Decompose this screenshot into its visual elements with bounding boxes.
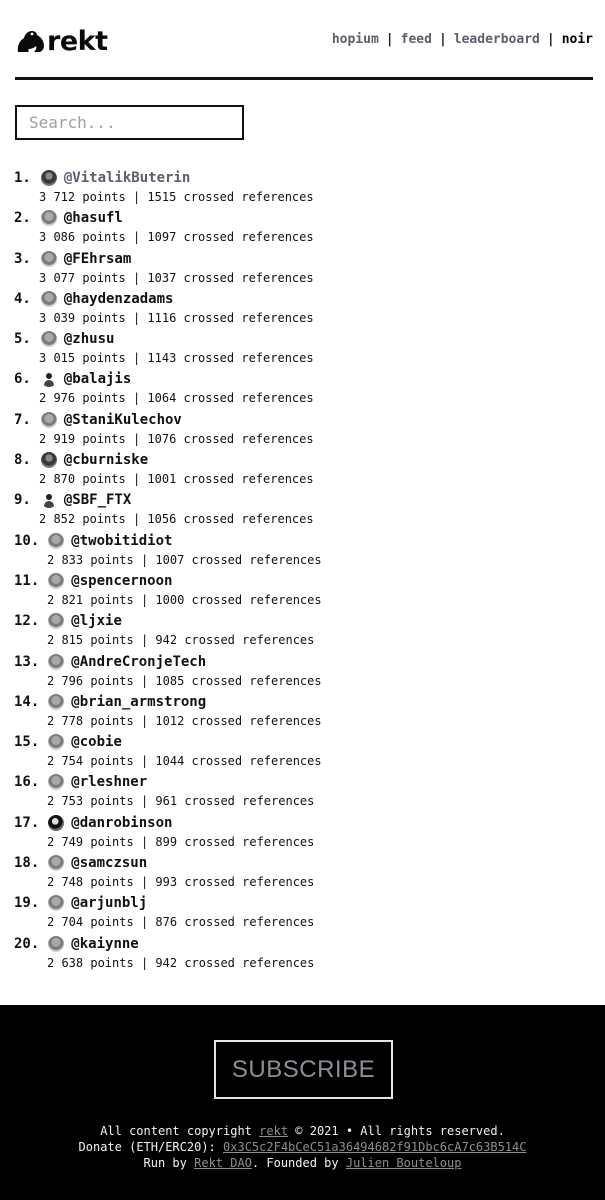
entry-handle-link[interactable]: @haydenzadams <box>63 290 174 307</box>
avatar-icon <box>48 774 64 790</box>
points-word: points <box>90 754 134 769</box>
entry-points: 2 833 <box>47 552 84 567</box>
refs-word: crossed references <box>191 592 322 607</box>
entry-refs: 993 <box>155 875 178 890</box>
points-word: points <box>90 794 134 809</box>
points-word: points <box>82 351 126 366</box>
entry-handle-link[interactable]: @samczsun <box>71 855 148 872</box>
entry-handle-link[interactable]: @zhusu <box>63 331 115 348</box>
entry-refs: 1000 <box>155 592 185 607</box>
avatar-icon <box>41 291 57 307</box>
points-word: points <box>82 190 126 204</box>
entry-rank: 18. <box>14 855 40 872</box>
entry-header <box>14 249 594 269</box>
entry-stats: 2 833 points | 1007 crossed references <box>47 552 322 567</box>
entry-header <box>14 329 594 349</box>
avatar-icon <box>41 452 57 468</box>
points-word: points <box>82 270 126 285</box>
entry-header <box>14 168 594 188</box>
refs-word: crossed references <box>184 834 315 849</box>
donate-prefix: Donate (ETH/ERC20): <box>78 1140 216 1154</box>
entry-stats: 2 748 points | 993 crossed references <box>47 875 315 890</box>
leaderboard-entry <box>14 571 594 611</box>
points-word: points <box>90 713 134 728</box>
nav-separator: | <box>438 32 447 47</box>
entry-header <box>14 772 594 792</box>
entry-handle-link[interactable]: @ljxie <box>71 613 122 630</box>
entry-refs: 1037 <box>147 270 177 285</box>
avatar-icon <box>48 936 64 952</box>
entry-refs: 1515 <box>147 190 177 204</box>
entry-refs: 942 <box>155 633 178 648</box>
leaderboard-entry <box>14 490 594 530</box>
entry-rank: 12. <box>14 613 40 630</box>
entry-points: 2 815 <box>47 633 84 648</box>
entry-refs: 1097 <box>147 230 177 245</box>
copyright-suffix: © 2021 • All rights reserved. <box>295 1124 505 1138</box>
refs-word: crossed references <box>183 512 314 527</box>
entry-refs: 1076 <box>147 431 177 446</box>
entry-header <box>14 934 594 954</box>
entry-rank: 13. <box>14 653 40 670</box>
nav-hopium[interactable]: hopium <box>331 32 379 47</box>
points-word: points <box>90 875 134 890</box>
points-word: points <box>82 431 126 446</box>
entry-stats: 2 919 points | 1076 crossed references <box>39 431 314 446</box>
refs-word: crossed references <box>184 875 315 890</box>
entry-points: 3 712 <box>39 190 76 204</box>
entry-header <box>14 289 594 309</box>
refs-word: crossed references <box>191 552 322 567</box>
entry-stats: 2 778 points | 1012 crossed references <box>47 713 322 728</box>
entry-stats: 3 712 points | 1515 crossed references <box>39 190 314 204</box>
entry-refs: 1116 <box>147 310 177 325</box>
entry-stats: 3 039 points | 1116 crossed references <box>39 310 314 325</box>
refs-word: crossed references <box>184 633 315 648</box>
entry-header <box>14 531 594 551</box>
entry-points: 2 748 <box>47 875 84 890</box>
leaderboard-list <box>14 168 594 974</box>
rekt-dao-link[interactable]: Rekt DAO <box>194 1156 252 1170</box>
entry-header <box>14 853 594 873</box>
entry-points: 2 919 <box>39 431 76 446</box>
entry-header <box>14 692 594 712</box>
entry-refs: 1012 <box>155 713 185 728</box>
points-word: points <box>90 955 134 970</box>
entry-handle-link[interactable]: @twobitidiot <box>71 532 173 549</box>
entry-refs: 1064 <box>147 391 177 406</box>
entry-handle-link[interactable]: @AndreCronjeTech <box>71 653 207 670</box>
entry-rank: 1. <box>14 170 31 186</box>
points-word: points <box>90 592 134 607</box>
points-word: points <box>90 633 134 648</box>
points-word: points <box>82 310 126 325</box>
points-word: points <box>90 552 134 567</box>
entry-stats: 2 976 points | 1064 crossed references <box>39 391 314 406</box>
entry-handle-link[interactable]: @SBF_FTX <box>63 492 132 509</box>
nav-separator: | <box>546 32 555 47</box>
entry-points: 2 796 <box>47 673 84 688</box>
refs-word: crossed references <box>191 754 322 769</box>
leaderboard-entry <box>14 732 594 772</box>
refs-word: crossed references <box>184 794 315 809</box>
entry-refs: 942 <box>155 955 178 970</box>
leaderboard-entry <box>14 531 594 571</box>
points-word: points <box>82 230 126 245</box>
logo-text: rekt <box>47 25 108 57</box>
site-header <box>15 22 593 62</box>
entry-header <box>14 450 594 470</box>
entry-header <box>14 893 594 913</box>
entry-header <box>14 571 594 591</box>
entry-handle-link[interactable]: @danrobinson <box>71 814 173 831</box>
leaderboard-entry <box>14 611 594 651</box>
refs-word: crossed references <box>183 431 314 446</box>
entry-header <box>14 490 594 510</box>
refs-word: crossed references <box>183 351 314 366</box>
entry-header <box>14 813 594 833</box>
donate-line <box>0 1140 605 1154</box>
search-input[interactable] <box>15 105 244 140</box>
leaderboard-entry <box>14 893 594 933</box>
entry-points: 2 852 <box>39 512 76 527</box>
entry-header <box>14 208 594 228</box>
entry-handle-link[interactable]: @spencernoon <box>71 572 173 589</box>
entry-handle-link[interactable]: @kaiynne <box>71 935 139 952</box>
avatar-icon <box>48 815 64 831</box>
entry-rank: 6. <box>14 371 31 388</box>
points-word: points <box>82 512 126 527</box>
entry-handle-link[interactable]: @rleshner <box>71 774 148 791</box>
points-word: points <box>90 834 134 849</box>
entry-header <box>14 732 594 752</box>
avatar-icon <box>48 694 64 710</box>
avatar-icon <box>48 613 64 629</box>
entry-handle-link[interactable]: @VitalikButerin <box>63 170 191 186</box>
entry-points: 3 086 <box>39 230 76 245</box>
entry-points: 2 753 <box>47 794 84 809</box>
refs-word: crossed references <box>183 190 314 204</box>
entry-refs: 1085 <box>155 673 185 688</box>
entry-points: 2 778 <box>47 713 84 728</box>
copyright-line <box>0 1124 605 1138</box>
entry-points: 2 821 <box>47 592 84 607</box>
entry-handle-link[interactable]: @FEhrsam <box>63 250 132 267</box>
entry-header <box>14 410 594 430</box>
leaderboard-entry <box>14 652 594 692</box>
avatar-icon <box>48 533 64 549</box>
avatar-icon <box>41 251 57 267</box>
entry-rank: 14. <box>14 693 40 710</box>
entry-stats: 2 815 points | 942 crossed references <box>47 633 315 648</box>
leaderboard-entry <box>14 853 594 893</box>
refs-word: crossed references <box>183 310 314 325</box>
leaderboard-entry <box>14 249 594 289</box>
entry-rank: 9. <box>14 492 31 509</box>
leaderboard-entry <box>14 772 594 812</box>
refs-word: crossed references <box>183 472 314 487</box>
entry-points: 3 077 <box>39 270 76 285</box>
entry-stats: 2 749 points | 899 crossed references <box>47 834 315 849</box>
refs-word: crossed references <box>183 270 314 285</box>
founded-prefix: . Founded by <box>251 1156 339 1170</box>
avatar-icon <box>41 492 57 508</box>
entry-stats: 3 086 points | 1097 crossed references <box>39 230 314 245</box>
points-word: points <box>90 915 134 930</box>
logo-link[interactable] <box>15 22 108 60</box>
entry-points: 2 638 <box>47 955 84 970</box>
entry-points: 2 704 <box>47 915 84 930</box>
main-nav <box>332 32 593 47</box>
entry-stats: 2 821 points | 1000 crossed references <box>47 592 322 607</box>
nav-separator: | <box>385 32 394 47</box>
refs-word: crossed references <box>191 713 322 728</box>
refs-word: crossed references <box>184 915 315 930</box>
avatar-icon <box>48 573 64 589</box>
run-by-prefix: Run by <box>143 1156 187 1170</box>
avatar-icon <box>48 654 64 670</box>
entry-refs: 961 <box>155 794 178 809</box>
entry-points: 2 754 <box>47 754 84 769</box>
entry-refs: 1056 <box>147 512 177 527</box>
entry-rank: 2. <box>14 210 31 227</box>
entry-handle-link[interactable]: @arjunblj <box>71 895 148 912</box>
refs-word: crossed references <box>184 955 315 970</box>
entry-rank: 11. <box>14 572 40 589</box>
copyright-rekt-link[interactable]: rekt <box>259 1124 289 1138</box>
entry-header <box>14 652 594 672</box>
leaderboard-entry <box>14 934 594 974</box>
entry-points: 3 039 <box>39 310 76 325</box>
entry-stats: 2 753 points | 961 crossed references <box>47 794 315 809</box>
entry-stats: 2 852 points | 1056 crossed references <box>39 512 314 527</box>
entry-stats: 2 638 points | 942 crossed references <box>47 955 315 970</box>
entry-rank: 15. <box>14 734 40 751</box>
avatar-icon <box>41 210 57 226</box>
subscribe-button[interactable]: SUBSCRIBE <box>214 1040 393 1099</box>
entry-rank: 17. <box>14 814 40 831</box>
entry-points: 3 015 <box>39 351 76 366</box>
entry-refs: 1143 <box>147 351 177 366</box>
entry-refs: 1044 <box>155 754 185 769</box>
entry-rank: 8. <box>14 452 31 469</box>
avatar-icon <box>48 855 64 871</box>
leaderboard-entry <box>14 369 594 409</box>
entry-stats: 3 077 points | 1037 crossed references <box>39 270 314 285</box>
leaderboard-entry <box>14 208 594 248</box>
refs-word: crossed references <box>183 230 314 245</box>
nav-feed[interactable]: feed <box>400 32 432 47</box>
entry-points: 2 749 <box>47 834 84 849</box>
entry-header <box>14 611 594 631</box>
frog-icon <box>15 28 45 54</box>
entry-stats: 3 015 points | 1143 crossed references <box>39 351 314 366</box>
founder-link[interactable]: Julien Bouteloup <box>345 1156 462 1170</box>
header-divider <box>15 77 593 80</box>
entry-stats: 2 870 points | 1001 crossed references <box>39 472 314 487</box>
entry-stats: 2 754 points | 1044 crossed references <box>47 754 322 769</box>
nav-leaderboard[interactable]: leaderboard <box>453 32 540 47</box>
entry-handle-link[interactable]: @brian_armstrong <box>71 693 207 710</box>
nav-noir[interactable]: noir <box>561 32 593 47</box>
entry-stats: 2 796 points | 1085 crossed references <box>47 673 322 688</box>
entry-rank: 10. <box>14 532 40 549</box>
avatar-icon <box>41 412 57 428</box>
leaderboard-entry <box>14 692 594 732</box>
refs-word: crossed references <box>191 673 322 688</box>
avatar-icon <box>48 895 64 911</box>
entry-handle-link[interactable]: @balajis <box>63 371 132 388</box>
avatar-icon <box>41 371 57 387</box>
entry-refs: 899 <box>155 834 178 849</box>
leaderboard-entry <box>14 289 594 329</box>
entry-rank: 4. <box>14 290 31 307</box>
avatar-icon <box>41 170 57 186</box>
entry-header <box>14 369 594 389</box>
leaderboard-entry <box>14 410 594 450</box>
entry-refs: 876 <box>155 915 178 930</box>
entry-rank: 7. <box>14 411 31 428</box>
entry-handle-link[interactable]: @StaniKulechov <box>63 411 182 428</box>
points-word: points <box>90 673 134 688</box>
entry-rank: 19. <box>14 895 40 912</box>
leaderboard-entry <box>14 450 594 490</box>
credits-line <box>0 1156 605 1170</box>
entry-refs: 1001 <box>147 472 177 487</box>
entry-rank: 3. <box>14 250 31 267</box>
entry-stats: 2 704 points | 876 crossed references <box>47 915 315 930</box>
entry-rank: 20. <box>14 935 40 952</box>
leaderboard-entry <box>14 168 594 208</box>
entry-points: 2 870 <box>39 472 76 487</box>
points-word: points <box>82 391 126 406</box>
copyright-prefix: All content copyright <box>100 1124 252 1138</box>
leaderboard-entry <box>14 813 594 853</box>
points-word: points <box>82 472 126 487</box>
entry-handle-link[interactable]: @hasufl <box>63 210 123 227</box>
entry-rank: 5. <box>14 331 31 348</box>
avatar-icon <box>48 734 64 750</box>
leaderboard-entry <box>14 329 594 369</box>
site-footer <box>0 1005 605 1200</box>
refs-word: crossed references <box>183 391 314 406</box>
avatar-icon <box>41 331 57 347</box>
entry-points: 2 976 <box>39 391 76 406</box>
entry-handle-link[interactable]: @cburniske <box>63 452 149 469</box>
entry-refs: 1007 <box>155 552 185 567</box>
entry-handle-link[interactable]: @cobie <box>71 734 122 751</box>
entry-rank: 16. <box>14 774 40 791</box>
donate-address-link[interactable]: 0x3C5c2F4bCeC51a36494682f91Dbc6cA7c63B514C <box>223 1140 527 1154</box>
